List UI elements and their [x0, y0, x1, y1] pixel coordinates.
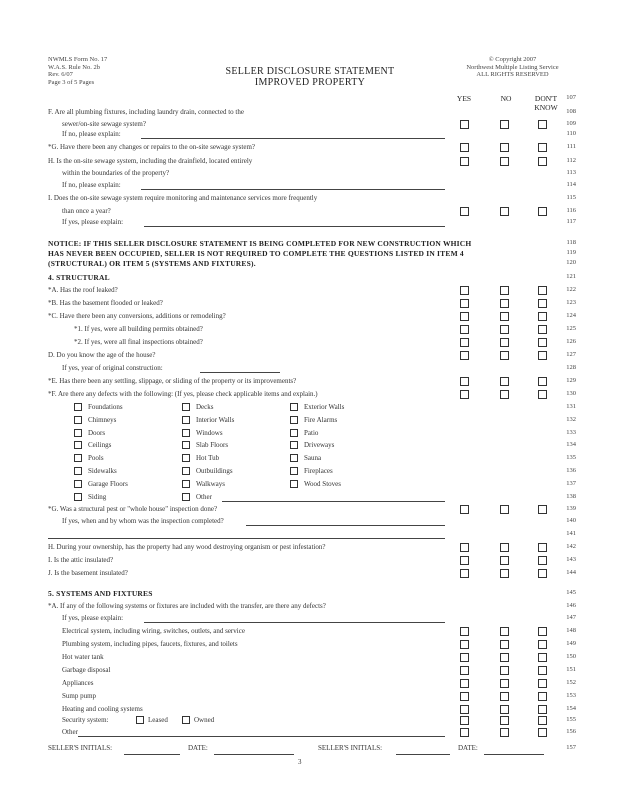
column-header-yes: YES [456, 94, 472, 103]
explanation-field[interactable] [141, 138, 445, 139]
line-number: 152 [566, 679, 576, 686]
question-text: If yes, please explain: [62, 218, 124, 226]
dont-know-checkbox[interactable] [538, 120, 547, 129]
defect-checkbox[interactable] [74, 480, 82, 488]
defect-checkbox[interactable] [182, 403, 190, 411]
defect-checkbox[interactable] [74, 429, 82, 437]
no-checkbox[interactable] [500, 390, 509, 399]
line-number: 124 [566, 312, 576, 319]
line-number: 139 [566, 505, 576, 512]
defect-checkbox[interactable] [182, 493, 190, 501]
defect-item-label: Chimneys [88, 415, 117, 424]
yes-checkbox[interactable] [460, 143, 469, 152]
question-text: Garbage disposal [62, 666, 111, 674]
line-number: 135 [566, 454, 576, 462]
defect-checkbox[interactable] [182, 429, 190, 437]
dont-know-checkbox[interactable] [538, 157, 547, 166]
dont-know-checkbox[interactable] [538, 728, 547, 737]
line-number: 131 [566, 403, 576, 410]
leased-checkbox[interactable] [136, 716, 144, 724]
line-number: 121 [566, 273, 576, 280]
defect-checkbox[interactable] [74, 467, 82, 475]
line-number: 148 [566, 627, 576, 634]
explanation-field[interactable] [144, 226, 445, 227]
defect-checkbox[interactable] [290, 454, 298, 462]
no-checkbox[interactable] [500, 505, 509, 514]
seller-initials-label-1: SELLER'S INITIALS: [48, 744, 113, 752]
dont-know-checkbox[interactable] [538, 312, 547, 321]
line-number: 117 [566, 218, 576, 225]
notice-text: NOTICE: IF THIS SELLER DISCLOSURE STATEMENT IS BEING COMPLETED FOR NEW CONSTRUCTION WHICH [48, 239, 472, 248]
dont-know-checkbox[interactable] [538, 390, 547, 399]
question-text: within the boundaries of the property? [62, 169, 170, 177]
line-number: 126 [566, 338, 576, 345]
form-id-line: Rev. 6/07 [48, 71, 73, 78]
defect-item-label: Sidewalks [88, 467, 117, 475]
owned-label: Owned [194, 716, 215, 724]
column-header-dont: DON'T [534, 94, 558, 103]
line-number: 125 [566, 325, 576, 332]
defect-item-label: Siding [88, 492, 107, 501]
no-checkbox[interactable] [500, 692, 509, 701]
dont-know-checkbox[interactable] [538, 666, 547, 675]
dont-know-checkbox[interactable] [538, 505, 547, 514]
defect-item-label: Exterior Walls [304, 403, 345, 411]
line-number: 144 [566, 569, 576, 576]
page-title [200, 66, 420, 88]
no-checkbox[interactable] [500, 120, 509, 129]
defect-item-label: Garage Floors [88, 479, 128, 488]
yes-checkbox[interactable] [460, 666, 469, 675]
line-number: 138 [566, 492, 576, 500]
line-number: 107 [566, 94, 576, 101]
defect-item-label: Outbuildings [196, 467, 233, 475]
question-text: *B. Has the basement flooded or leaked? [48, 299, 163, 307]
copyright-block [450, 56, 575, 79]
dont-know-checkbox[interactable] [538, 377, 547, 386]
line-number: 136 [566, 467, 576, 474]
yes-checkbox[interactable] [460, 338, 469, 347]
defect-checkbox[interactable] [290, 480, 298, 488]
defect-checkbox[interactable] [182, 416, 190, 424]
question-text: Appliances [62, 679, 94, 687]
defect-item-label: Driveways [304, 441, 335, 450]
line-number: 122 [566, 286, 576, 293]
line-number: 123 [566, 299, 576, 306]
yes-checkbox[interactable] [460, 692, 469, 701]
line-number: 111 [566, 143, 576, 150]
notice-text: HAS NEVER BEEN OCCUPIED, SELLER IS NOT REQUIRED TO COMPLETE THE QUESTIONS LISTED IN ITEM 4 [48, 249, 464, 258]
question-text: *F. Are there any defects with the following: (If yes, please check applicable items and explain.) [48, 390, 318, 398]
defect-item-label: Other [196, 492, 212, 501]
defect-item-label: Doors [88, 428, 106, 437]
line-number: 130 [566, 390, 576, 397]
question-text: than once a year? [62, 207, 111, 215]
no-checkbox[interactable] [500, 312, 509, 321]
dont-know-checkbox[interactable] [538, 569, 547, 578]
question-text: *C. Have there been any conversions, additions or remodeling? [48, 312, 226, 320]
yes-checkbox[interactable] [460, 157, 469, 166]
dont-know-checkbox[interactable] [538, 627, 547, 636]
no-checkbox[interactable] [500, 325, 509, 334]
no-checkbox[interactable] [500, 143, 509, 152]
no-checkbox[interactable] [500, 679, 509, 688]
yes-checkbox[interactable] [460, 556, 469, 565]
seller-initials-label-2: SELLER'S INITIALS: [318, 744, 383, 752]
line-number: 119 [566, 249, 576, 256]
question-text: If yes, when and by whom was the inspection completed? [62, 517, 224, 525]
question-text: I. Does the on-site sewage system require monitoring and maintenance services more frequently [48, 194, 318, 202]
defect-item-label: Pools [88, 454, 104, 463]
line-number: 133 [566, 428, 576, 436]
seller-initials-field-2[interactable] [396, 754, 450, 755]
yes-checkbox[interactable] [460, 120, 469, 129]
yes-checkbox[interactable] [460, 351, 469, 360]
section-heading-systems: 5. SYSTEMS AND FIXTURES [48, 589, 153, 598]
question-text: F. Are all plumbing fixtures, including laundry drain, connected to the [48, 108, 244, 116]
form-id-line: W.A.S. Rule No. 2b [48, 63, 100, 71]
line-number: 141 [566, 530, 576, 537]
dont-know-checkbox[interactable] [538, 692, 547, 701]
question-text: If no, please explain: [62, 130, 121, 138]
question-text: *G. Have there been any changes or repairs to the on-site sewage system? [48, 143, 256, 151]
question-text: D. Do you know the age of the house? [48, 351, 156, 359]
copyright-line: ALL RIGHTS RESERVED [476, 71, 549, 78]
defect-item-label: Interior Walls [196, 415, 235, 424]
question-text: *E. Has there been any settling, slippage, or sliding of the property or its improvements? [48, 377, 297, 385]
line-number: 108 [566, 108, 576, 115]
question-text: Hot water tank [62, 653, 104, 661]
defect-checkbox[interactable] [74, 403, 82, 411]
question-text: *A. Has the roof leaked? [48, 286, 118, 294]
explanation-field[interactable] [48, 538, 445, 539]
yes-checkbox[interactable] [460, 286, 469, 295]
question-text: If yes, please explain: [62, 614, 124, 622]
no-checkbox[interactable] [500, 351, 509, 360]
line-number: 116 [566, 207, 576, 214]
line-number: 150 [566, 653, 576, 660]
line-number: 156 [566, 728, 576, 735]
yes-checkbox[interactable] [460, 207, 469, 216]
question-text: Sump pump [62, 692, 97, 700]
other-defect-field[interactable] [222, 501, 445, 502]
no-checkbox[interactable] [500, 666, 509, 675]
column-header-no: NO [500, 94, 512, 103]
question-text: *2. If yes, were all final inspections obtained? [74, 338, 203, 346]
question-text: Heating and cooling systems [62, 705, 143, 713]
seller-initials-field-1[interactable] [124, 754, 180, 755]
defect-item-label: Wood Stoves [304, 479, 341, 488]
yes-checkbox[interactable] [460, 653, 469, 662]
line-number: 143 [566, 556, 576, 563]
dont-know-checkbox[interactable] [538, 543, 547, 552]
defect-checkbox[interactable] [74, 441, 82, 449]
line-number: 137 [566, 479, 576, 487]
question-text: *A. If any of the following systems or fixtures are included with the transfer, are there any defects? [48, 602, 326, 610]
defect-item-label: Walkways [196, 479, 225, 488]
line-number: 146 [566, 602, 576, 609]
question-text: H. During your ownership, has the property had any wood destroying organism or pest infestation? [48, 543, 326, 551]
yes-checkbox[interactable] [460, 640, 469, 649]
dont-know-checkbox[interactable] [538, 325, 547, 334]
form-id-line: Page 3 of 5 Pages [48, 78, 95, 86]
explanation-field[interactable] [141, 189, 445, 190]
line-number: 120 [566, 259, 576, 266]
dont-know-checkbox[interactable] [538, 716, 547, 725]
line-number: 110 [566, 130, 576, 137]
defect-item-label: Sauna [304, 454, 322, 463]
other-field[interactable] [78, 736, 445, 737]
form-id-block [48, 56, 107, 86]
no-checkbox[interactable] [500, 569, 509, 578]
no-checkbox[interactable] [500, 377, 509, 386]
defect-checkbox[interactable] [182, 467, 190, 475]
yes-checkbox[interactable] [460, 627, 469, 636]
question-text: Security system: [62, 716, 109, 724]
defect-checkbox[interactable] [182, 480, 190, 488]
line-number: 115 [566, 194, 576, 201]
line-number: 145 [566, 589, 576, 596]
defect-checkbox[interactable] [290, 403, 298, 411]
no-checkbox[interactable] [500, 556, 509, 565]
line-number: 109 [566, 120, 576, 127]
question-text: *1. If yes, were all building permits obtained? [74, 325, 203, 333]
explanation-field[interactable] [246, 525, 445, 526]
yes-checkbox[interactable] [460, 390, 469, 399]
question-text: *G. Was a structural pest or "whole house" inspection done? [48, 505, 218, 513]
copyright-line: © Copyright 2007 [488, 56, 537, 63]
line-number: 155 [566, 716, 576, 723]
defect-checkbox[interactable] [74, 454, 82, 462]
line-number: 149 [566, 640, 576, 647]
no-checkbox[interactable] [500, 705, 509, 714]
line-number: 147 [566, 614, 576, 621]
defect-item-label: Slab Floors [196, 441, 229, 450]
year-construction-field[interactable] [200, 372, 280, 373]
question-text: J. Is the basement insulated? [48, 569, 128, 577]
yes-checkbox[interactable] [460, 377, 469, 386]
line-number: 114 [566, 181, 576, 188]
owned-checkbox[interactable] [182, 716, 190, 724]
question-text: Electrical system, including wiring, switches, outlets, and service [62, 627, 245, 635]
no-checkbox[interactable] [500, 627, 509, 636]
date-label-1: DATE: [188, 744, 208, 752]
defect-checkbox[interactable] [182, 441, 190, 449]
question-text: If no, please explain: [62, 181, 121, 189]
no-checkbox[interactable] [500, 640, 509, 649]
line-number: 118 [566, 239, 576, 246]
no-checkbox[interactable] [500, 299, 509, 308]
dont-know-checkbox[interactable] [538, 653, 547, 662]
no-checkbox[interactable] [500, 653, 509, 662]
defect-item-label: Decks [196, 403, 214, 411]
dont-know-checkbox[interactable] [538, 640, 547, 649]
yes-checkbox[interactable] [460, 312, 469, 321]
dont-know-checkbox[interactable] [538, 143, 547, 152]
dont-know-checkbox[interactable] [538, 299, 547, 308]
title-line-1: SELLER DISCLOSURE STATEMENT [225, 66, 395, 77]
defect-item-label: Hot Tub [196, 454, 220, 463]
no-checkbox[interactable] [500, 543, 509, 552]
defect-item-label: Windows [196, 428, 223, 437]
yes-checkbox[interactable] [460, 299, 469, 308]
page-number: 3 [298, 758, 302, 766]
no-checkbox[interactable] [500, 716, 509, 725]
form-id-line: NWMLS Form No. 17 [48, 56, 108, 63]
question-text: H. Is the on-site sewage system, including the drainfield, located entirely [48, 157, 253, 165]
line-number: 153 [566, 692, 576, 699]
question-text: If yes, year of original construction: [62, 364, 163, 372]
defect-item-label: Fire Alarms [304, 415, 338, 424]
line-number: 140 [566, 517, 576, 524]
question-text: I. Is the attic insulated? [48, 556, 114, 564]
line-number: 151 [566, 666, 576, 673]
defect-item-label: Patio [304, 428, 319, 437]
date-field-1[interactable] [214, 754, 294, 755]
dont-know-checkbox[interactable] [538, 338, 547, 347]
question-text: Other [62, 728, 78, 736]
notice-text: (STRUCTURAL) OR ITEM 5 (SYSTEMS AND FIXTURES). [48, 259, 256, 268]
date-field-2[interactable] [484, 754, 544, 755]
line-number: 127 [566, 351, 576, 358]
dont-know-checkbox[interactable] [538, 351, 547, 360]
date-label-2: DATE: [458, 744, 478, 752]
no-checkbox[interactable] [500, 207, 509, 216]
yes-checkbox[interactable] [460, 705, 469, 714]
column-header-know: KNOW [534, 103, 558, 112]
line-number: 132 [566, 415, 576, 423]
no-checkbox[interactable] [500, 286, 509, 295]
no-checkbox[interactable] [500, 157, 509, 166]
yes-checkbox[interactable] [460, 728, 469, 737]
dont-know-checkbox[interactable] [538, 705, 547, 714]
defect-item-label: Foundations [88, 403, 123, 411]
no-checkbox[interactable] [500, 728, 509, 737]
defect-checkbox[interactable] [74, 493, 82, 501]
defect-item-label: Ceilings [88, 441, 112, 450]
no-checkbox[interactable] [500, 338, 509, 347]
question-text: sewer/on-site sewage system? [62, 120, 146, 128]
defect-checkbox[interactable] [74, 416, 82, 424]
line-number: 129 [566, 377, 576, 384]
yes-checkbox[interactable] [460, 569, 469, 578]
yes-checkbox[interactable] [460, 716, 469, 725]
defect-checkbox[interactable] [290, 429, 298, 437]
line-number: 113 [566, 169, 576, 176]
defect-checkbox[interactable] [290, 416, 298, 424]
line-number: 154 [566, 705, 576, 712]
line-number: 112 [566, 157, 576, 164]
yes-checkbox[interactable] [460, 543, 469, 552]
section-heading-structural: 4. STRUCTURAL [48, 273, 110, 282]
yes-checkbox[interactable] [460, 679, 469, 688]
copyright-line: Northwest Multiple Listing Service [466, 63, 559, 71]
yes-checkbox[interactable] [460, 505, 469, 514]
question-text: Plumbing system, including pipes, faucets, fixtures, and toilets [62, 640, 238, 648]
defect-checkbox[interactable] [290, 467, 298, 475]
dont-know-checkbox[interactable] [538, 556, 547, 565]
dont-know-checkbox[interactable] [538, 207, 547, 216]
defect-checkbox[interactable] [290, 441, 298, 449]
line-number: 142 [566, 543, 576, 550]
dont-know-checkbox[interactable] [538, 286, 547, 295]
defect-checkbox[interactable] [182, 454, 190, 462]
line-number: 157 [566, 744, 576, 751]
leased-label: Leased [148, 716, 168, 724]
dont-know-checkbox[interactable] [538, 679, 547, 688]
defect-item-label: Fireplaces [304, 467, 333, 475]
yes-checkbox[interactable] [460, 325, 469, 334]
line-number: 128 [566, 364, 576, 371]
explanation-field[interactable] [144, 622, 445, 623]
line-number: 134 [566, 441, 576, 449]
title-line-2: IMPROVED PROPERTY [254, 77, 366, 88]
